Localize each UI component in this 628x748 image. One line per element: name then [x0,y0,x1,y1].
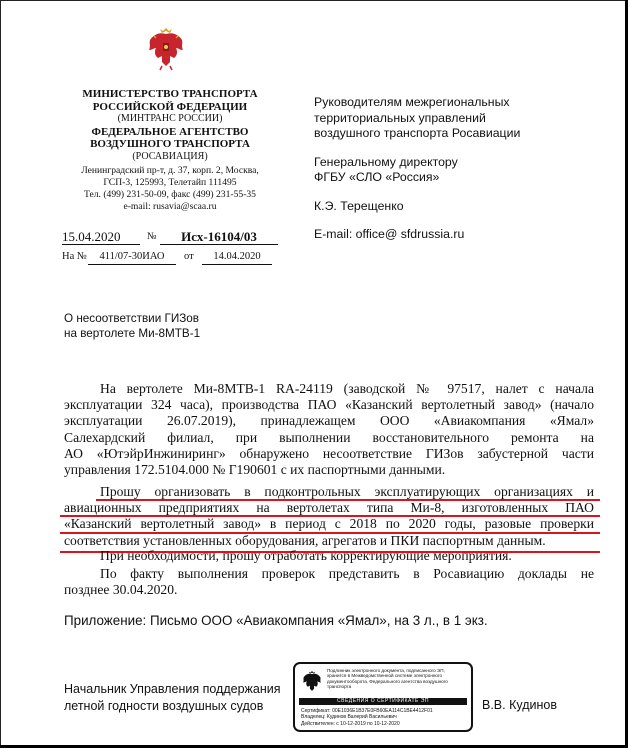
russian-coat-of-arms-icon [146,26,186,72]
number-label: № [147,231,157,242]
address-line2: ГСП-3, 125993, Телетайп 111495 [103,177,237,188]
addressee-block [314,95,614,256]
stamp-certificate: Сертификат: 00E1036E1B37E0FB60EA114C1BE4412F01 [301,708,433,714]
body-line: На вертолете Ми-8МТВ-1 RA-24119 (заводской № 97517, налет с начала [100,381,594,396]
addressee-line: территориальных управлений [314,110,486,125]
highlighted-line: авиационных предприятиях на вертолетах типа Ми-8, изготовленных ПАО [64,500,594,516]
letter-subject [64,311,200,341]
phone-fax-line: Тел. (499) 231-50-09, факс (499) 231-55-35 [84,189,256,200]
ministry-name-line2: РОССИЙСКОЙ ФЕДЕРАЦИИ [92,100,248,113]
signer-name: В.В. Кудинов [482,698,557,712]
subject-line: О несоответствии ГИЗов [64,312,199,325]
addressee-email: E-mail: office@ sfdrussia.ru [314,227,465,241]
signer-position-line: Начальник Управления поддержания [64,682,281,696]
body-line: АО «ЮтэйрИнжиниринг» обнаружено несоответствие ГИЗов забустерной части [64,445,594,461]
signer-position [64,681,281,715]
ref-label: На № [62,251,87,262]
body-line: По факту выполнения проверок представить в Росавиацию доклады не [100,566,594,581]
ref-date: 14.04.2020 [202,249,272,265]
stamp-note-line: транспорта [327,683,352,689]
body-paragraph-4 [64,566,594,598]
highlighted-line: соответствия установленных оборудования, агрегатов и ПКИ паспортным данным. [64,532,546,548]
ref-number: 411/07-30ИАО [88,249,176,265]
subject-line: на вертолете Ми-8МТВ-1 [64,327,201,340]
body-line: позднее 30.04.2020. [64,582,178,598]
agency-name-line1: ФЕДЕРАЛЬНОЕ АГЕНТСТВО [91,125,249,138]
letterhead [60,88,280,213]
stamp-validity: Действителен: с 10-12-2019 по 10-12-2020 [301,720,400,727]
ministry-name-line1: МИНИСТЕРСТВО ТРАНСПОРТА [82,88,258,100]
body-line: При необходимости, прошу отработать корректирующие мероприятия. [100,548,512,563]
addressee-line: Генеральному директору [314,154,458,169]
addressee-line: воздушного транспорта Росавиации [314,126,521,140]
coat-of-arms-small-icon [301,670,323,694]
addressee-line: ФГБУ «СЛО «Россия» [314,170,440,184]
stamp-owner: Владелец: Кудинов Валерий Васильевич [301,714,397,721]
agency-name-line2: ВОЗДУШНОГО ТРАНСПОРТА [90,138,250,150]
outgoing-registration [52,229,302,265]
address-line1: Ленинградский пр-т, д. 37, корп. 2, Москва, [81,165,259,176]
body-paragraph-3 [64,548,594,564]
body-line: эксплуатации 26.07.2019), принадлежащем ООО «Авиакомпания «Ямал» [64,413,594,429]
signer-position-line: летной годности воздушных судов [64,699,264,713]
body-paragraph-2-highlighted [64,484,594,549]
outgoing-number: Исх-16104/03 [160,229,278,245]
email-line: e-mail: rusavia@scaa.ru [123,201,217,212]
attachment-note: Приложение: Письмо ООО «Авиакомпания «Ямал», на 3 л., в 1 экз. [64,613,488,628]
stamp-note-line: Подлинник электронного документа, подписанного ЭП, [327,668,445,673]
agency-short-name: (РОСАВИАЦИЯ) [132,150,208,162]
stamp-note-line: документооборота. Федерального агентства воздушного [327,678,448,684]
addressee-line: Руководителям межрегиональных [314,95,510,109]
highlighted-line: «Казанский вертолетный завод» в период с 2018 по 2020 годы, разовые проверки [64,516,594,532]
body-line: Салехардский филиал, при выполнении восстановительного ремонта на [64,429,594,445]
stamp-header: СВЕДЕНИЯ О СЕРТИФИКАТЕ ЭП [299,698,467,705]
ministry-short-name: (МИНТРАНС РОССИИ) [117,113,223,124]
addressee-name: К.Э. Терещенко [314,198,404,213]
highlighted-line: Прошу организовать в подконтрольных эксплуатирующих организациях и [100,484,594,499]
outgoing-date: 15.04.2020 [62,229,140,245]
body-paragraph-1 [64,381,594,478]
electronic-signature-stamp [293,662,473,732]
body-line: эксплуатации 324 часа), производства ПАО «Казанский вертолетный завод» (начало [64,397,594,413]
stamp-note-line: хранится в Межведомственной системе электронного [327,673,443,679]
ref-from-label: от [184,251,194,262]
body-line: управления 172.5104.000 № Г190601 с их паспортными данными. [64,461,446,477]
